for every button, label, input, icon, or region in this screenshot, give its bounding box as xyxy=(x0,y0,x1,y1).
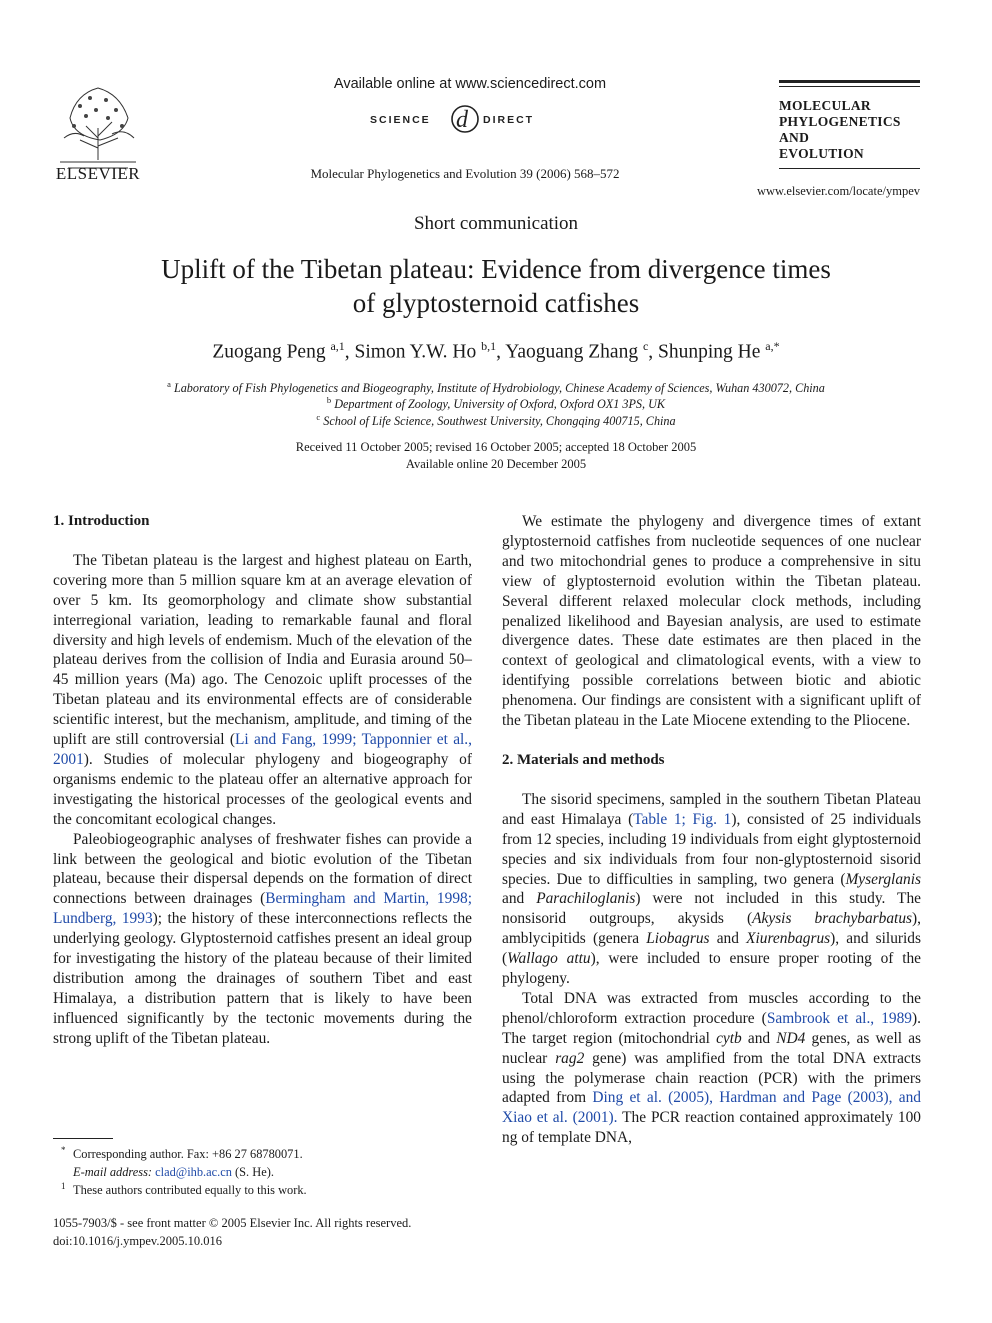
affiliation-text: Department of Zoology, University of Oxford, Oxford OX1 3PS, UK xyxy=(334,397,666,412)
table-figure-link[interactable]: Table 1; Fig. 1 xyxy=(633,810,732,828)
affiliation-text: School of Life Science, Southwest University, Chongqing 400715, China xyxy=(323,414,676,429)
paragraph xyxy=(53,830,472,1049)
author-name: Yaoguang Zhang xyxy=(505,341,639,363)
author-affiliation-marker: c xyxy=(642,339,649,353)
citation-link[interactable]: Li and Fang, 1999; Tapponnier et al., 2001 xyxy=(53,731,472,768)
journal-rule-thin xyxy=(779,86,920,87)
paragraph xyxy=(53,551,472,830)
paragraph: We estimate the phylogeny and divergence times of extant glyptosternoid catfishes from nucleotide sequences of one nuclear and two mitochondrial genes to produce a comprehensive in situ view of glyptosternoid evolution within the Tibetan plateau. Several different relaxed molecular clock methods, including penalized likelihood and Bayesian analysis, are used to estimate divergence dates. These date estimates are then placed in the context of geological and climatological events, with a view to identifying possible correlations between biotic and abiotic phenomena. Our findings are consistent with a significant uplift of the Tibetan plateau in the Late Miocene extending to the Pliocene. xyxy=(502,513,921,730)
section-heading-methods: 2. Materials and methods xyxy=(502,751,665,768)
paragraph-text: Paleobiogeographic analyses of freshwater fishes can provide a link between the geological and biotic evolution of the Tibetan plateau, because their dispersal depends on the formation of direct connections between drainages ( xyxy=(53,830,472,908)
doi-line: doi:10.1016/j.ympev.2005.10.016 xyxy=(53,1234,222,1248)
sciencedirect-logo xyxy=(370,104,570,136)
copyright-block xyxy=(53,1214,553,1250)
species-name: Wallago attu xyxy=(507,950,591,968)
affiliation xyxy=(80,412,912,429)
journal-title-line: EVOLUTION xyxy=(779,146,864,161)
affiliation-marker: a xyxy=(167,379,171,389)
svg-text:SCIENCE: SCIENCE xyxy=(370,114,431,126)
genus-name: Xiurenbagrus xyxy=(746,930,831,948)
paragraph-text: ). The target region (mitochondrial xyxy=(502,1009,921,1047)
author-list xyxy=(80,339,912,364)
gene-name: rag2 xyxy=(555,1049,585,1067)
article-type: Short communication xyxy=(413,213,579,234)
corresponding-author-note xyxy=(53,1145,472,1163)
affiliation xyxy=(80,379,912,396)
paragraph-text: ) were not included in this study. The nonsisorid outgroups, akysids ( xyxy=(502,890,921,928)
paragraph-text: ). Studies of molecular phylogeny and biogeography of organisms endemic to the plateau offer an alternative approach for investigating the historical processes of the geological events and the concomitant ecological changes. xyxy=(53,750,472,828)
genus-name: Myserglanis xyxy=(845,870,921,888)
author-name: Zuogang Peng xyxy=(212,341,326,363)
paragraph-text: The sisorid specimens, sampled in the southern Tibetan Plateau and east Himalaya ( xyxy=(502,790,921,828)
journal-rule-top xyxy=(779,80,920,83)
author-affiliation-marker: a,* xyxy=(765,339,780,353)
author-affiliation-marker: a,1 xyxy=(330,339,345,353)
sciencedirect-at-icon xyxy=(370,104,570,136)
article-title-line: of glyptosternoid catfishes xyxy=(352,288,640,318)
paragraph-text: Total DNA was extracted from muscles according to the phenol/chloroform extraction procedure ( xyxy=(502,989,921,1027)
author-name: Shunping He xyxy=(658,341,761,363)
footnote-marker: 1 xyxy=(61,1181,66,1191)
section-heading-introduction: 1. Introduction xyxy=(53,513,150,529)
footnote-rule xyxy=(53,1138,113,1139)
paragraph-text: and xyxy=(741,1029,777,1047)
right-column xyxy=(502,512,921,1148)
article-title xyxy=(100,252,892,320)
affiliation-marker: b xyxy=(326,395,332,405)
email-note xyxy=(53,1163,472,1181)
available-date: Available online 20 December 2005 xyxy=(405,457,587,471)
paragraph-text: ), and silurids ( xyxy=(502,930,921,968)
affiliation-marker: c xyxy=(316,412,321,422)
paragraph xyxy=(502,989,921,1148)
paragraph-text: and xyxy=(502,890,537,908)
paragraph-text: and xyxy=(709,930,747,948)
paragraph xyxy=(502,790,921,989)
citation-link[interactable]: Ding et al. (2005), Hardman and Page (2003), and Xiao et al. (2001). xyxy=(502,1089,921,1127)
svg-text:DIRECT: DIRECT xyxy=(483,114,535,126)
species-name: Akysis brachybarbatus xyxy=(752,910,913,928)
footnotes xyxy=(53,1145,472,1199)
left-column xyxy=(53,512,472,1049)
journal-url[interactable]: www.elsevier.com/locate/ympev xyxy=(756,184,920,198)
publisher-logo-text: ELSEVIER xyxy=(55,164,141,183)
paragraph-text: The PCR reaction contained approximately 100 ng of template DNA, xyxy=(502,1109,922,1147)
paragraph-text: The Tibetan plateau is the largest and highest plateau on Earth, covering more than 5 million square km at an average elevation of over 5 km. Its geomorphology and climate show substantial interregional variation, leading to remarkable faunal and floral diversity and high levels of endemism. Much of the elevation of the plateau derives from the collision of India and Eurasia around 50–45 million years (Ma) ago. The Cenozoic uplift processes of the Tibetan plateau and its environmental effects are of considerable scientific interest, but the mechanism, amplitude, and timing of the uplift are still controversial ( xyxy=(53,551,472,749)
citation-link[interactable]: Bermingham and Martin, 1998; Lundberg, 1993 xyxy=(53,890,472,928)
journal-title-block xyxy=(779,98,939,162)
footnote-text: (S. He). xyxy=(231,1165,274,1179)
journal-title-line: AND xyxy=(779,130,810,145)
journal-title-line: PHYLOGENETICS xyxy=(779,114,901,129)
author-affiliation-marker: b,1 xyxy=(481,339,497,353)
paragraph-text: ), consisted of 25 individuals from 12 species, including 19 individuals from eight glyptosternoid species and six individuals from four non-glyptosternoid sisorid species. Due to difficulties in sampling, two genera ( xyxy=(502,810,921,888)
paragraph-text: gene) was amplified from the total DNA extracts using the polymerase chain reaction (PCR) with the primers adapted from xyxy=(502,1049,921,1107)
received-dates: Received 11 October 2005; revised 16 October 2005; accepted 18 October 2005 xyxy=(295,440,697,454)
footnote-marker: * xyxy=(61,1145,66,1155)
footnote-text: Corresponding author. Fax: +86 27 68780071. xyxy=(73,1147,303,1161)
author-separator: , xyxy=(496,341,506,363)
citation-link[interactable]: Sambrook et al., 1989 xyxy=(766,1009,912,1027)
author-separator: , xyxy=(648,341,659,363)
svg-text:d: d xyxy=(456,107,468,133)
equal-contribution-note xyxy=(53,1181,472,1199)
journal-reference: Molecular Phylogenetics and Evolution 39 (2006) 568–572 xyxy=(310,166,620,181)
copyright-line: 1055-7903/$ - see front matter © 2005 Elsevier Inc. All rights reserved. xyxy=(53,1216,412,1230)
article-dates xyxy=(100,439,892,473)
paragraph-text: ), amblycipitids (genera xyxy=(502,910,921,948)
gene-name: ND4 xyxy=(776,1029,806,1047)
genus-name: Parachiloglanis xyxy=(536,890,636,908)
paragraph-text: ); the history of these interconnections reflects the underlying geology. Glyptosternoid catfishes present an ideal group for investigating the history of the plateau because of their limited distribution among the drainages of southern Tibet and east Himalaya, a distribution pattern that is likely to have been influenced significantly by the tectonic movements during the strong uplift of the Tibetan plateau. xyxy=(53,910,472,1047)
article-title-line: Uplift of the Tibetan plateau: Evidence from divergence times xyxy=(161,254,831,284)
available-online-text[interactable]: Available online at www.sciencedirect.com xyxy=(333,76,607,92)
affiliation-text: Laboratory of Fish Phylogenetics and Biogeography, Institute of Hydrobiology, Chinese Academy of Sciences, Wuhan 430072, China xyxy=(173,381,825,396)
email-link[interactable]: clad@ihb.ac.cn xyxy=(155,1165,232,1179)
journal-title-line: MOLECULAR xyxy=(779,98,871,113)
author-name: Simon Y.W. Ho xyxy=(354,341,477,363)
gene-name: cytb xyxy=(716,1029,742,1047)
journal-rule-bottom xyxy=(779,168,920,169)
paragraph-text: genes, as well as nuclear xyxy=(502,1029,922,1067)
paragraph-text: ), were included to ensure proper rooting of the phylogeny. xyxy=(502,950,921,988)
affiliation xyxy=(80,395,912,412)
footnote-text: These authors contributed equally to this work. xyxy=(73,1183,307,1197)
email-label: E-mail address: xyxy=(73,1165,153,1179)
author-separator: , xyxy=(344,341,355,363)
genus-name: Liobagrus xyxy=(646,930,710,948)
